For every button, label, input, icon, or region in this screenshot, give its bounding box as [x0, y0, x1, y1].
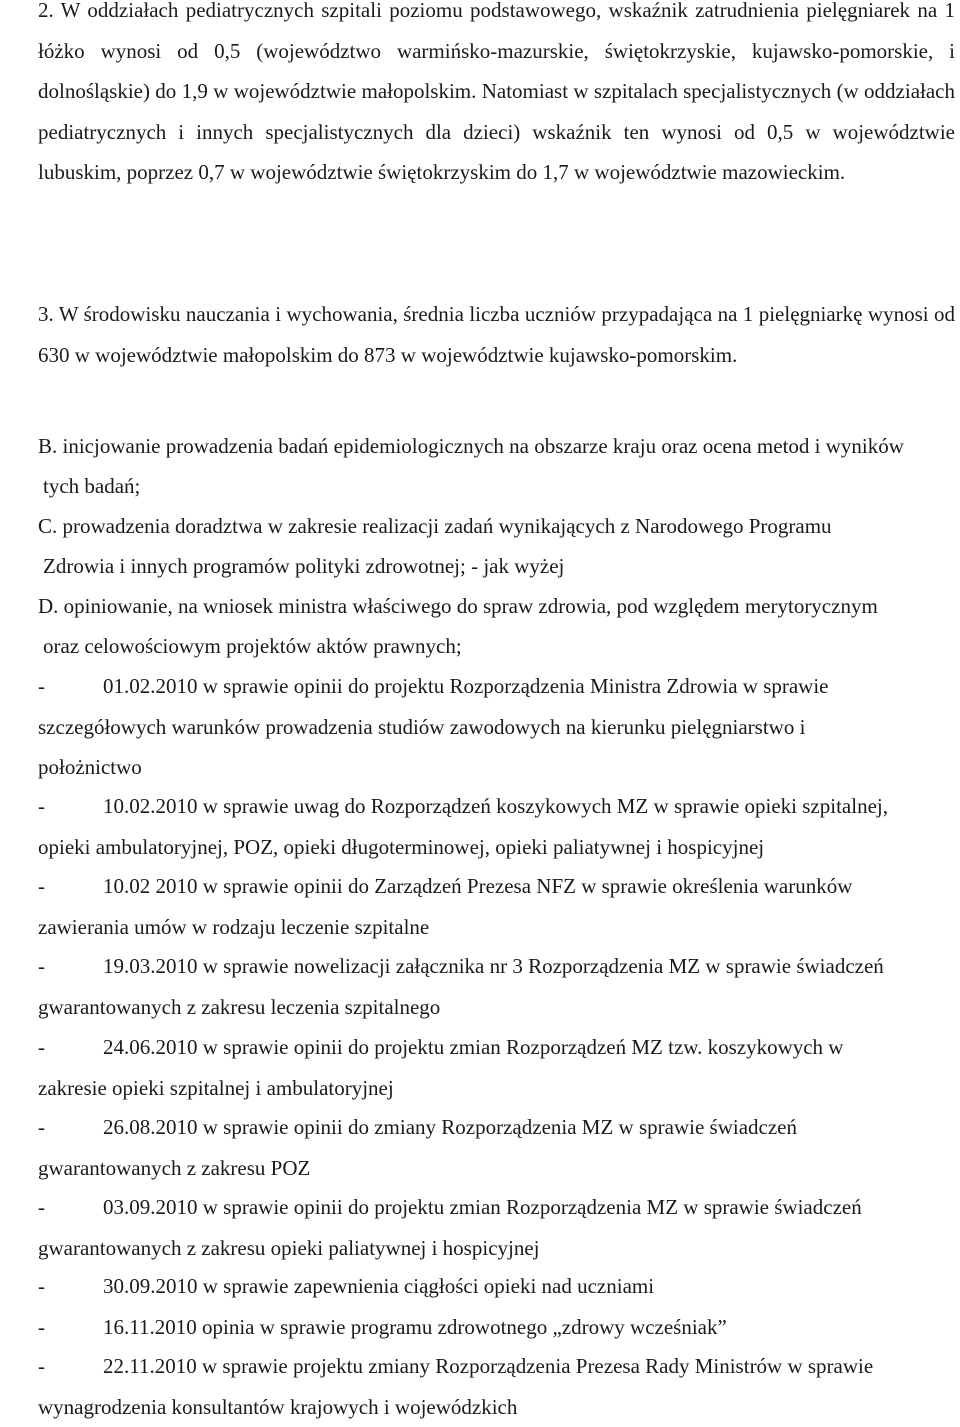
list-dash: -: [38, 786, 103, 827]
entry-text: w sprawie opinii do zmiany Rozporządzenia MZ w sprawie świadczeń: [198, 1115, 797, 1139]
list-dash: -: [38, 1346, 103, 1387]
section-c: [38, 506, 958, 586]
entry-date: 30.09.2010: [103, 1274, 198, 1298]
section-c-line-1: C. prowadzenia doradztwa w zakresie realizacji zadań wynikających z Narodowego Programu: [38, 506, 958, 546]
entry-continuation: gwarantowanych z zakresu leczenia szpitalnego: [38, 987, 956, 1028]
entry-text: w sprawie opinii do projektu Rozporządzenia Ministra Zdrowia w sprawie: [198, 674, 829, 698]
list-dash: -: [38, 1107, 103, 1148]
entry-continuation: wynagrodzenia konsultantów krajowych i wojewódzkich: [38, 1387, 956, 1427]
list-dash: -: [38, 1266, 103, 1307]
entry-text: w sprawie nowelizacji załącznika nr 3 Rozporządzenia MZ w sprawie świadczeń: [198, 954, 884, 978]
entry-date: 19.03.2010: [103, 954, 198, 978]
entry-continuation: położnictwo: [38, 747, 956, 788]
list-item: [38, 1346, 956, 1427]
list-dash: -: [38, 1187, 103, 1228]
section-c-line-2: Zdrowia i innych programów polityki zdrowotnej; - jak wyżej: [38, 546, 958, 586]
list-dash: -: [38, 1027, 103, 1068]
list-item: [38, 946, 956, 1027]
entry-date: 10.02.2010: [103, 794, 198, 818]
entry-date: 24.06.2010: [103, 1035, 198, 1059]
entry-text: opinia w sprawie programu zdrowotnego „zdrowy wcześniak”: [197, 1315, 727, 1339]
entry-text: w sprawie opinii do projektu zmian Rozporządzenia MZ w sprawie świadczeń: [198, 1195, 862, 1219]
entry-date: 22.11.2010: [103, 1354, 197, 1378]
entry-text: w sprawie opinii do Zarządzeń Prezesa NFZ w sprawie określenia warunków: [198, 874, 853, 898]
list-item: [38, 1027, 956, 1108]
entry-date: 01.02.2010: [103, 674, 198, 698]
paragraph-2: 2. W oddziałach pediatrycznych szpitali poziomu podstawowego, wskaźnik zatrudnienia pielęgniarek na 1 łóżko wynosi od 0,5 (województwo warmińsko-mazurskie, świętokrzyskie, kujawsko-pomorskie, i dolnośląskie) do 1,9 w województwie małopolskim. Natomiast w szpitalach specjalistycznych (w oddziałach pediatrycznych i innych specjalistycznych dla dzieci) wskaźnik ten wynosi od 0,5 w województwie lubuskim, poprzez 0,7 w województwie świętokrzyskim do 1,7 w województwie mazowieckim.: [38, 0, 955, 193]
list-item: [38, 1307, 956, 1348]
entry-text: w sprawie uwag do Rozporządzeń koszykowych MZ w sprawie opieki szpitalnej,: [198, 794, 888, 818]
list-item: [38, 1266, 956, 1307]
section-d-line-2: oraz celowościowym projektów aktów prawnych;: [38, 626, 958, 666]
paragraph-3: 3. W środowisku nauczania i wychowania, średnia liczba uczniów przypadająca na 1 pielęgniarkę wynosi od 630 w województwie małopolskim do 873 w województwie kujawsko-pomorskim.: [38, 294, 955, 375]
section-d-line-1: D. opiniowanie, na wniosek ministra właściwego do spraw zdrowia, pod względem merytorycznym: [38, 586, 958, 626]
list-dash: -: [38, 946, 103, 987]
list-dash: -: [38, 666, 103, 707]
section-b: [38, 426, 958, 506]
list-item: [38, 1107, 956, 1188]
entry-text: w sprawie projektu zmiany Rozporządzenia Prezesa Rady Ministrów w sprawie: [197, 1354, 873, 1378]
list-dash: -: [38, 1307, 103, 1348]
entry-text: w sprawie opinii do projektu zmian Rozporządzeń MZ tzw. koszykowych w: [198, 1035, 844, 1059]
entry-continuation: opieki ambulatoryjnej, POZ, opieki długoterminowej, opieki paliatywnej i hospicyjnej: [38, 827, 956, 868]
entry-continuation: szczegółowych warunków prowadzenia studiów zawodowych na kierunku pielęgniarstwo i: [38, 707, 956, 748]
section-b-line-1: B. inicjowanie prowadzenia badań epidemiologicznych na obszarze kraju oraz ocena metod i wyników: [38, 426, 958, 466]
entry-continuation: zawierania umów w rodzaju leczenie szpitalne: [38, 907, 956, 948]
entry-text: w sprawie zapewnienia ciągłości opieki nad uczniami: [198, 1274, 655, 1298]
list-dash: -: [38, 866, 103, 907]
list-item: [38, 786, 956, 867]
section-d: [38, 586, 958, 666]
entry-continuation: gwarantowanych z zakresu POZ: [38, 1148, 956, 1189]
entry-date: 26.08.2010: [103, 1115, 198, 1139]
entry-continuation: gwarantowanych z zakresu opieki paliatywnej i hospicyjnej: [38, 1228, 956, 1269]
entry-date: 10.02 2010: [103, 874, 198, 898]
entry-date: 16.11.2010: [103, 1315, 197, 1339]
entry-date: 03.09.2010: [103, 1195, 198, 1219]
list-item: [38, 1187, 956, 1268]
section-b-line-2: tych badań;: [38, 466, 958, 506]
list-item: [38, 666, 956, 788]
entry-continuation: zakresie opieki szpitalnej i ambulatoryjnej: [38, 1068, 956, 1109]
list-item: [38, 866, 956, 947]
